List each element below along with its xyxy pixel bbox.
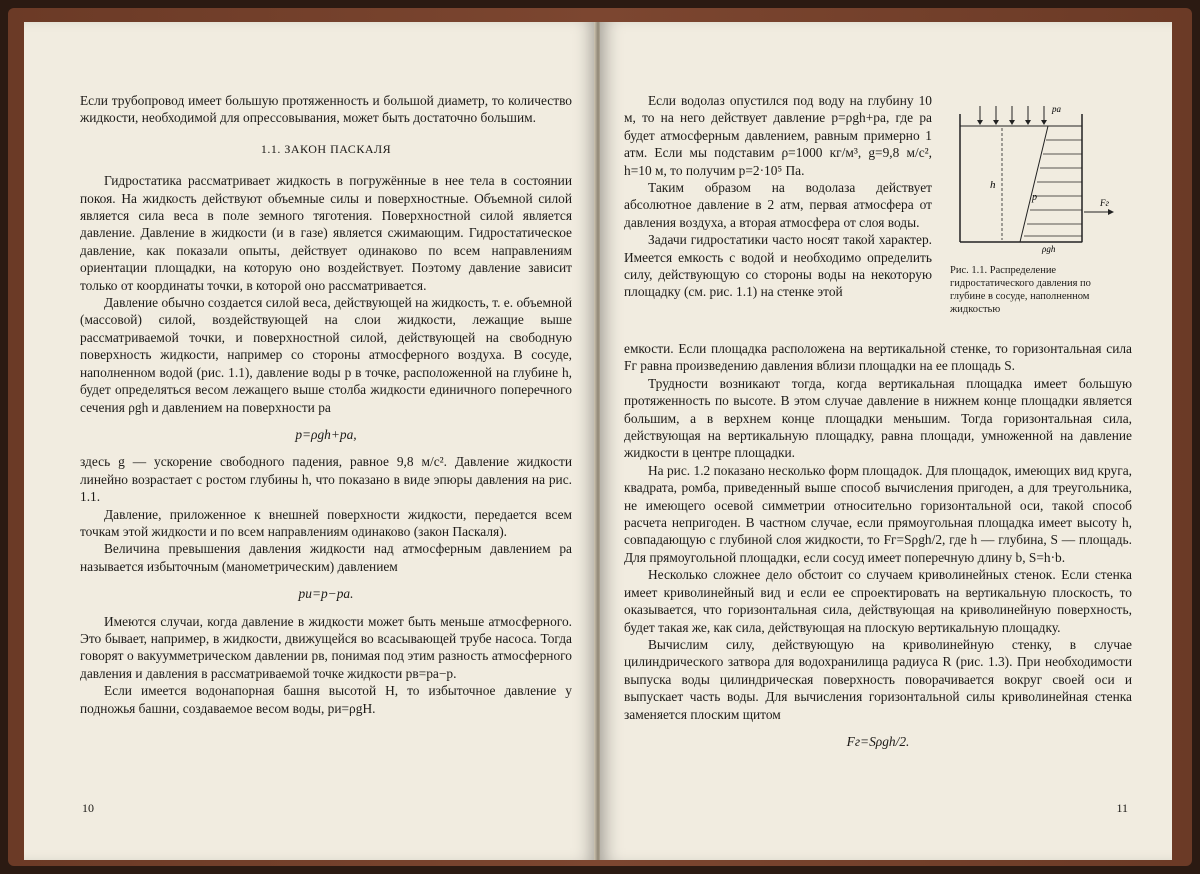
paragraph: Имеются случаи, когда давление в жидкости может быть меньше атмосферного. Это бывает, например, в жидкости, движущейся во всасывающей трубе насоса. Тогда говорят о вакуумметрическом давлении pв, понимая под этим разность атмосферного давления и давления в рассматриваемой точке жидкости pв=pa−p. — [80, 613, 572, 681]
paragraph: Вычислим силу, действующую на криволинейную стенку, в случае цилиндрического затвора для водохранилища радиуса R (рис. 1.3). При необходимости выпуска воды цилиндрическая поверхность поворачивается вокруг своей оси и выпускает часть воды. Для вычисления горизонтальной силы криволинейная стенка заменяется плоским щитом — [624, 636, 1132, 722]
page-number: 11 — [1116, 801, 1128, 815]
label-rho-g-h: ρgh — [1042, 244, 1056, 254]
label-p: p — [1032, 192, 1037, 203]
formula: Fг=Sρgh/2. — [846, 733, 910, 749]
figure-1-1 — [950, 100, 1126, 316]
label-h: h — [990, 179, 996, 191]
formula: pи=p−pa. — [298, 586, 354, 602]
label-force: Fг — [1100, 198, 1110, 208]
paragraph: На рис. 1.2 показано несколько форм площадок. Для площадок, имеющих вид круга, квадрата, ромба, приведенный выше способ вычисления пригоден, а для треугольника, не имеющего осевой симметрии относительно горизонтальной оси, такой способ расчета непригоден. В частном случае, если прямоугольная площадка имеет высоту h, совпадающую с глубиной слоя жидкости, то Fг=Sρgh/2, где h — глубина, S — площадь. Для прямоугольной площадки, если сосуд имеет поперечную длину b, S=h·b. — [624, 462, 1132, 565]
paragraph: здесь g — ускорение свободного падения, равное 9,8 м/с². Давление жидкости линейно возрастает с ростом глубины h, что показано в виде эпюры давления на рис. 1.1. — [80, 454, 572, 505]
pressure-diagram — [950, 100, 1126, 256]
paragraph: Таким образом на водолаза действует абсолютное давление в 2 атм, первая атмосфера от давления воздуха, а вторая атмосфера от слоя воды. — [624, 180, 932, 230]
intro-paragraph: Если трубопровод имеет большую протяженность и большой диаметр, то количество жидкости, необходимой для опрессовывания, может быть достаточно большим. — [80, 93, 572, 126]
right-page — [600, 22, 1172, 860]
right-page-top-text — [624, 92, 932, 301]
paragraph: емкости. Если площадка расположена на вертикальной стенке, то горизонтальная сила Fг равна произведению давления вблизи площадки на ее площадь S. — [624, 341, 1132, 374]
paragraph: Задачи гидростатики часто носят такой характер. Имеется емкость с водой и необходимо определить силу, действующую со стороны воды на некоторую площадку (см. рис. 1.1) на стенке этой — [624, 232, 932, 300]
left-page — [24, 22, 596, 860]
paragraph: Гидростатика рассматривает жидкость в погружённые в нее тела в состоянии покоя. На жидкость действуют объемные силы и поверхностные. Объемной силой является сила веса в поле земного тяготения. Поверхностной силой является давление. Давление в жидкости (и в газе) является сжимающим. Гидростатическое давление, как показали опыты, действует одинаково по всем направлениям ориентации площадки, на которую оно воздействует. Поэтому давление зависит только от координаты точки, в которой оно рассматривается. — [80, 173, 572, 293]
paragraph: Если имеется водонапорная башня высотой H, то избыточное давление у подножья башни, создаваемое весом воды, pи=ρgH. — [80, 683, 572, 716]
paragraph: Трудности возникают тогда, когда вертикальная площадка имеет большую протяженность по высоте. В этом случае давление в нижнем конце площадки является большим, а в верхнем конце площадки меньшим. Тогда горизонтальная сила, действующая на вертикальную площадку, равна площади, умноженной на давление жидкости в центре площадки. — [624, 375, 1132, 461]
right-page-text — [624, 340, 1132, 760]
page-number: 10 — [82, 801, 94, 815]
figure-caption: Рис. 1.1. Распределение гидростатического давления по глубине в сосуде, наполненном жидкостью — [950, 265, 1091, 315]
paragraph: Давление, приложенное к внешней поверхности жидкости, передается всем точкам этой жидкости и по всем направлениям одинаково (закон Паскаля). — [80, 506, 572, 539]
formula: p=ρgh+pa, — [295, 426, 357, 442]
section-heading: 1.1. ЗАКОН ПАСКАЛЯ — [260, 141, 392, 156]
label-pa: pa — [1052, 104, 1061, 114]
paragraph: Величина превышения давления жидкости над атмосферным давлением pa называется избыточным (манометрическим) давлением — [80, 541, 572, 574]
left-page-text — [80, 92, 572, 717]
paragraph: Несколько сложнее дело обстоит со случаем криволинейных стенок. Если стенка имеет криволинейный вид и если ее спроектировать на вертикальную плоскость, то оказывается, что горизонтальная сила, действующая на криволинейную поверхность, будет такая же, как сила, действующая на плоскую вертикальную площадку. — [624, 567, 1132, 635]
paragraph: Давление обычно создается силой веса, действующей на жидкость, т. е. объемной (массовой) силой, воздействующей на слои жидкости, лежащие выше рассматриваемой точки, и поверхностной силой, действующей на свободную поверхность жидкости, например со стороны атмосферного воздуха. В сосуде, наполненном водой (рис. 1.1), давление воды p в точке, расположенной на глубине h, будет определяться весом лежащего выше столба жидкости единичного поперечного сечения ρgh и давлением на поверхности pa — [80, 295, 572, 415]
paragraph: Если водолаз опустился под воду на глубину 10 м, то на него действует давление p=ρgh+pa, где pa будет атмосферным давлением, равным примерно 1 атм. Если мы подставим ρ=1000 кг/м³, g=9,8 м/с², h=10 м, то получим p=2·10⁵ Па. — [624, 93, 932, 178]
